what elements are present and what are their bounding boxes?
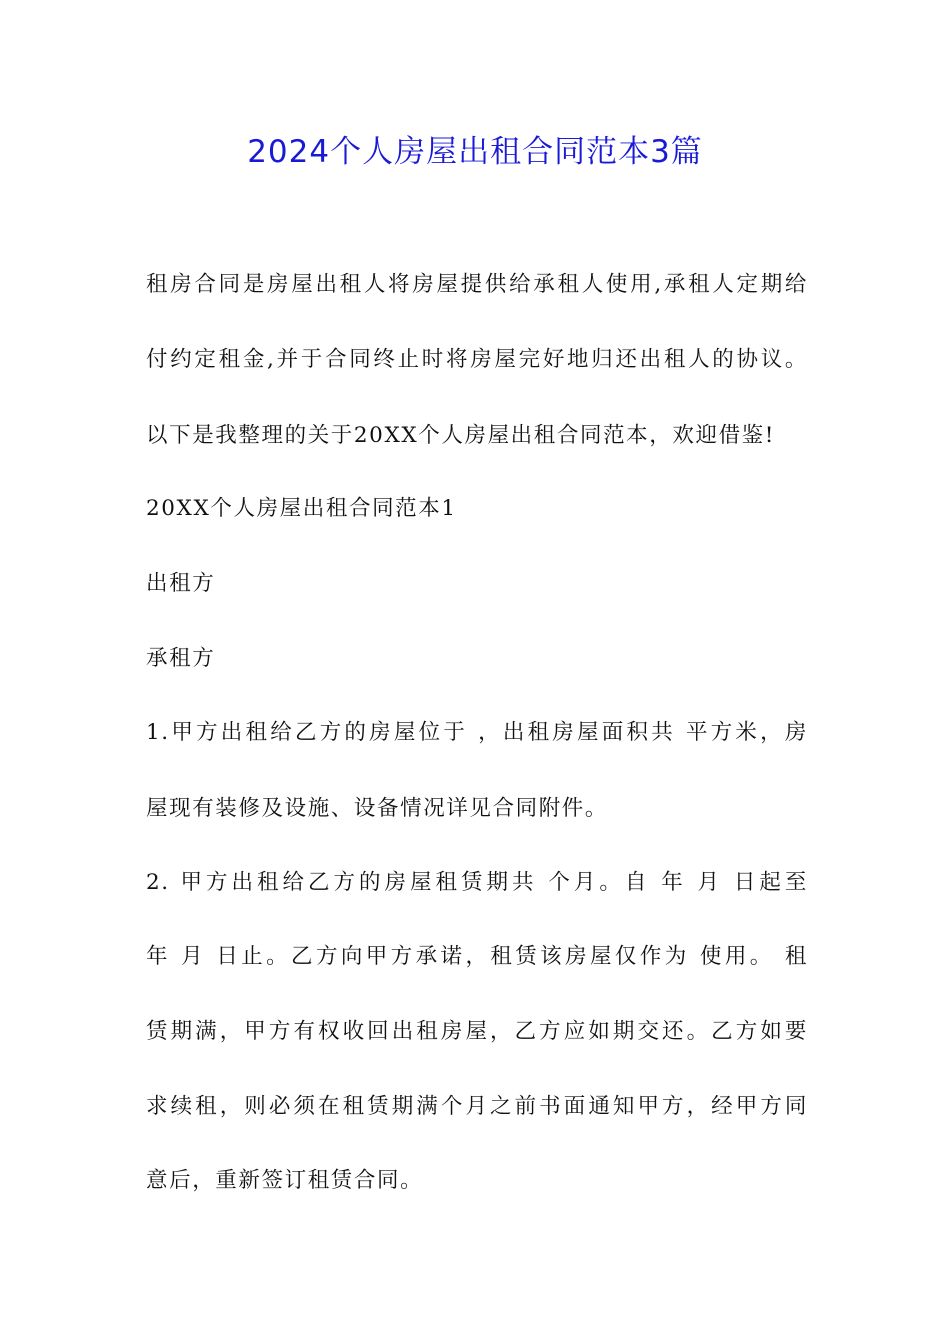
section-heading: 20XX个人房屋出租合同范本1	[146, 496, 457, 521]
clause-line: 1.甲方出租给乙方的房屋位于 ，出租房屋面积共 平方米，房	[146, 720, 808, 745]
lessor-label: 出租方	[146, 571, 216, 596]
paragraph-line: 以下是我整理的关于20XX个人房屋出租合同范本，欢迎借鉴!	[146, 423, 776, 448]
clause-line: 赁期满，甲方有权收回出租房屋，乙方应如期交还。乙方如要	[146, 1019, 808, 1044]
paragraph-line: 付约定租金,并于合同终止时将房屋完好地归还出租人的协议。	[146, 347, 808, 372]
clause-line: 年 月 日止。乙方向甲方承诺，租赁该房屋仅作为 使用。 租	[146, 944, 808, 969]
clause-line: 意后，重新签订租赁合同。	[146, 1168, 424, 1193]
clause-line: 求续租，则必须在租赁期满个月之前书面通知甲方，经甲方同	[146, 1094, 808, 1119]
clause-line: 2. 甲方出租给乙方的房屋租赁期共 个月。自 年 月 日起至	[146, 870, 808, 895]
document-title: 2024个人房屋出租合同范本3篇	[247, 134, 703, 170]
lessee-label: 承租方	[146, 646, 216, 671]
clause-line: 屋现有装修及设施、设备情况详见合同附件。	[146, 796, 609, 821]
paragraph-line: 租房合同是房屋出租人将房屋提供给承租人使用,承租人定期给	[146, 272, 808, 297]
